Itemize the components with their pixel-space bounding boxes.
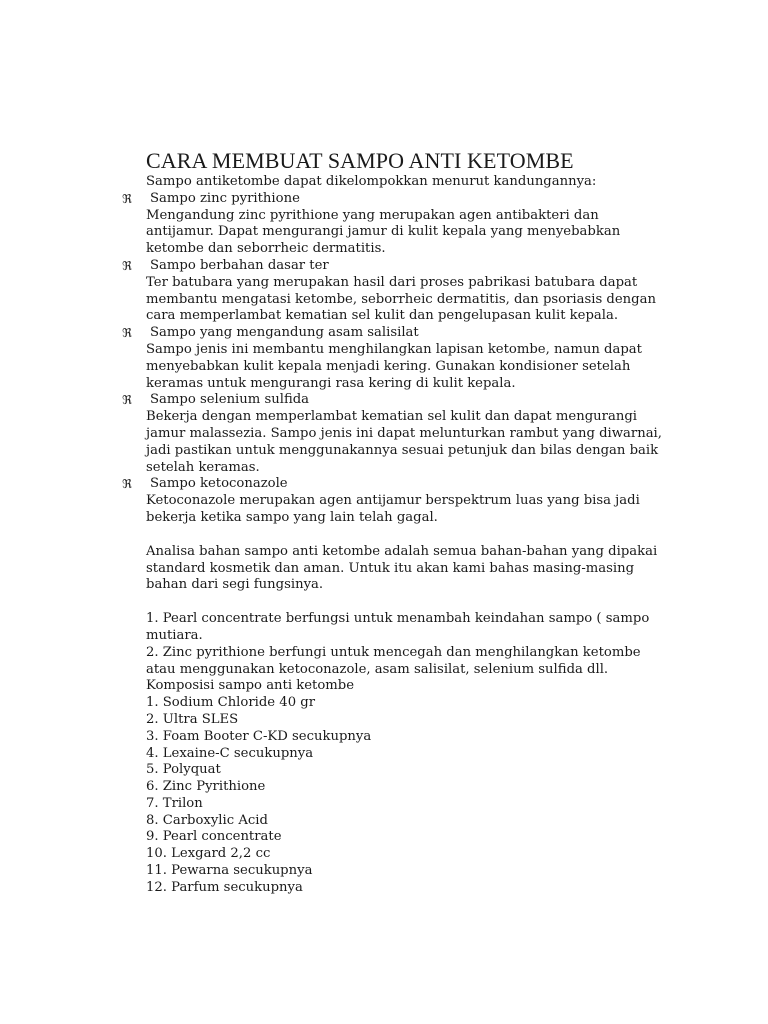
list-item: 2. Ultra SLES: [146, 711, 239, 727]
type-name: Sampo yang mengandung asam salisilat: [150, 325, 419, 341]
list-item: 10. Lexgard 2,2 cc: [146, 846, 271, 862]
function-item: 2. Zinc pyrithione berfungi untuk mencegah dan menghilangkan ketombe atau menggunakan ketoconazole, asam salisilat, selenium sulfida dll.: [146, 644, 641, 677]
type-description: Ketoconazole merupakan agen antijamur berspektrum luas yang bisa jadi bekerja ketika sampo yang lain telah gagal.: [146, 493, 640, 525]
list-item: 4. Lexaine-C secukupnya: [146, 745, 314, 761]
composition-list: [146, 695, 666, 897]
list-item: 12. Parfum secukupnya: [146, 879, 303, 895]
type-item-ter: [122, 257, 666, 325]
type-description: Bekerja dengan memperlambat kematian sel kulit dan dapat mengurangi jamur malassezia. Sampo jenis ini dapat melunturkan rambut yang diwarnai, jadi pastikan untuk menggunakannya sesuai petunjuk dan bilas dengan baik setelah keramas.: [146, 409, 662, 475]
bullet-icon: ℜ: [122, 477, 132, 492]
analysis-paragraph: Analisa bahan sampo anti ketombe adalah semua bahan-bahan yang dipakai standard kosmetik dan aman. Untuk itu akan kami bahas masing-masing bahan dari segi fungsinya.: [146, 543, 658, 593]
bullet-icon: ℜ: [122, 326, 132, 341]
list-item: 7. Trilon: [146, 795, 203, 811]
type-description: Ter batubara yang merupakan hasil dari proses pabrikasi batubara dapat membantu mengatasi ketombe, seborrheic dermatitis, dan psoriasis dengan cara memperlambat kematian sel kulit dan pengelupasan kulit kepala.: [146, 274, 656, 324]
bullet-icon: ℜ: [122, 258, 132, 273]
type-item-selenium: [122, 392, 666, 476]
function-item: 1. Pearl concentrate berfungsi untuk menambah keindahan sampo ( sampo mutiara.: [146, 611, 650, 643]
type-description: Sampo jenis ini membantu menghilangkan lapisan ketombe, namun dapat menyebabkan kulit kepala menjadi kering. Gunakan kondisioner setelah keramas untuk mengurangi rasa kering di kulit kepala.: [146, 341, 642, 391]
type-item-zinc: [122, 190, 666, 258]
spacer: [146, 594, 666, 611]
list-item: 9. Pearl concentrate: [146, 829, 282, 845]
list-item: 3. Foam Booter C-KD secukupnya: [146, 728, 372, 744]
list-item: 1. Sodium Chloride 40 gr: [146, 695, 316, 711]
type-name: Sampo selenium sulfida: [150, 392, 310, 408]
composition-title: Komposisi sampo anti ketombe: [146, 678, 355, 694]
bullet-icon: ℜ: [122, 393, 132, 408]
type-name: Sampo berbahan dasar ter: [150, 257, 329, 273]
list-item: 11. Pewarna secukupnya: [146, 863, 313, 879]
type-name: Sampo zinc pyrithione: [150, 190, 300, 206]
spacer: [146, 527, 666, 544]
document-title: CARA MEMBUAT SAMPO ANTI KETOMBE: [146, 148, 574, 173]
bullet-icon: ℜ: [122, 191, 132, 206]
type-item-salisilat: [122, 325, 666, 392]
type-name: Sampo ketoconazole: [150, 476, 288, 492]
type-item-ketoconazole: [122, 476, 666, 526]
type-description: Mengandung zinc pyrithione yang merupakan agen antibakteri dan antijamur. Dapat mengurangi jamur di kulit kepala yang menyebabkan ketombe dan seborrheic dermatitis.: [146, 207, 621, 257]
document-page: [122, 148, 666, 897]
intro-text: Sampo antiketombe dapat dikelompokkan menurut kandungannya:: [146, 174, 597, 189]
list-item: 6. Zinc Pyrithione: [146, 779, 266, 795]
list-item: 8. Carboxylic Acid: [146, 812, 268, 828]
list-item: 5. Polyquat: [146, 762, 221, 778]
